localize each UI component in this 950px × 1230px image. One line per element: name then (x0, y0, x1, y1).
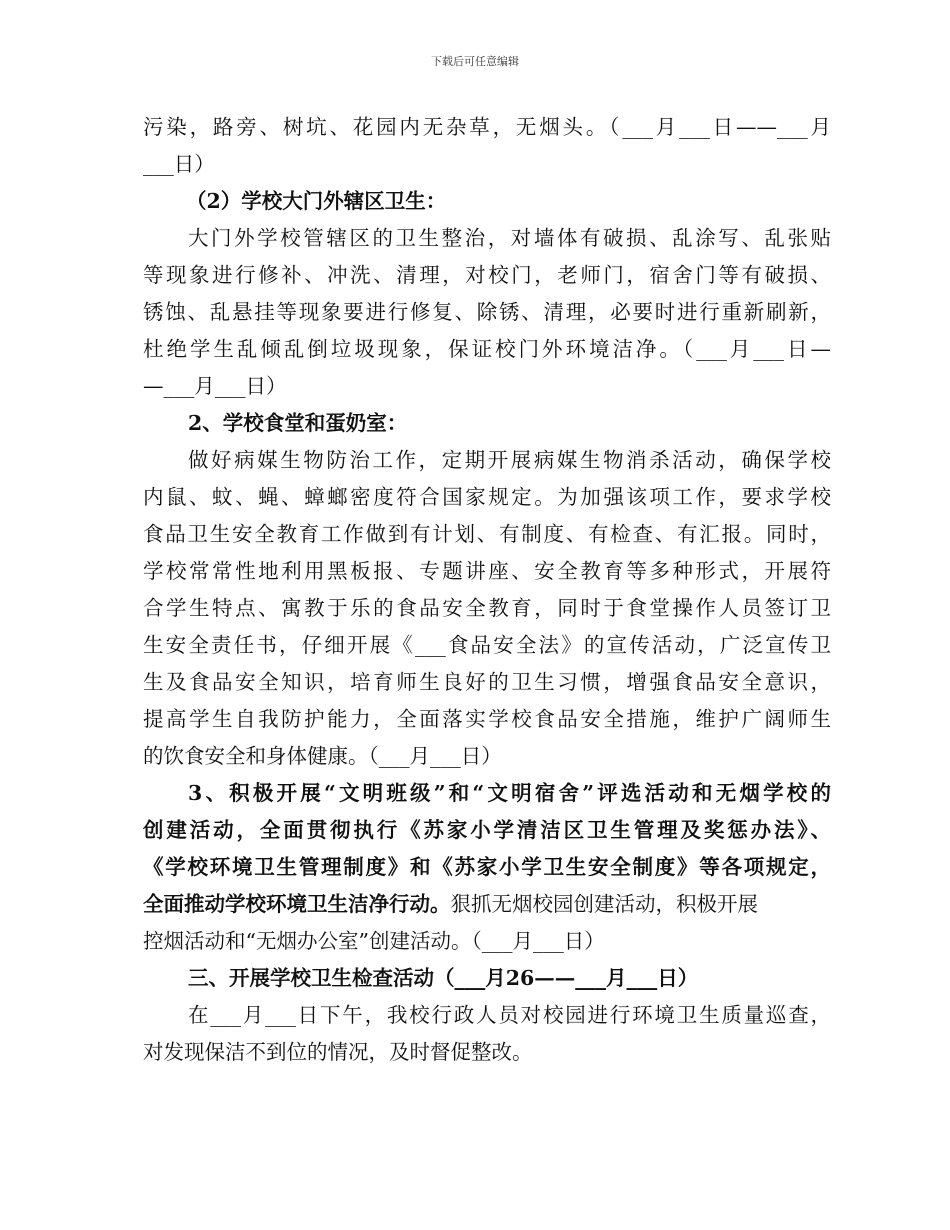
bold-paragraph-line: 3、积极开展“文明班级”和“文明宿舍”评选活动和无烟学校的 (188, 781, 831, 805)
text-line: 杜绝学生乱倾乱倒垃圾现象，保证校门外环境洁净。（___月___日— (143, 337, 831, 361)
text-line: 控烟活动和“无烟办公室”创建活动。（___月___日） (143, 929, 605, 953)
mixed-line (143, 886, 831, 923)
text-line: 提高学生自我防护能力，全面落实学校食品安全措施，维护广阔师生 (143, 707, 831, 731)
paragraph-first-line: 大门外学校管辖区的卫生整治，对墙体有破损、乱涂写、乱张贴 (188, 226, 831, 250)
download-note: 下载后可任意编辑 (431, 55, 519, 68)
text-line: 对发现保洁不到位的情况，及时督促整改。 (143, 1040, 533, 1064)
text-line: 合学生特点、寓教于乐的食品安全教育，同时于食堂操作人员签订卫 (143, 596, 831, 620)
text-line: 生及食品安全知识，培育师生良好的卫生习惯，增强食品安全意识， (143, 670, 831, 694)
text-line: 污染，路旁、树坑、花园内无杂草，无烟头。（___月___日——___月 (143, 115, 831, 139)
normal-run: 狠抓无烟校园创建活动，积极开展 (450, 892, 758, 916)
text-line: 学校常常性地利用黑板报、专题讲座、安全教育等多种形式，开展符 (143, 559, 831, 583)
bold-run: 全面推动学校环境卫生洁净行动。 (143, 892, 451, 916)
paragraph-first-line: 做好病媒生物防治工作，定期开展病媒生物消杀活动，确保学校 (188, 448, 831, 472)
paragraph-first-line: 在___月___日下午，我校行政人员对校园进行环境卫生质量巡查， (188, 1003, 831, 1027)
text-line: 内鼠、蚊、蝇、蟑螂密度符合国家规定。为加强该项工作，要求学校 (143, 485, 831, 509)
bold-paragraph-line: 《学校环境卫生管理制度》和《苏家小学卫生安全制度》等各项规定， (143, 855, 831, 879)
text-line: 锈蚀、乱悬挂等现象要进行修复、除锈、清理，必要时进行重新刷新， (143, 300, 831, 324)
subsection-heading: （2）学校大门外辖区卫生： (186, 189, 447, 213)
text-line: 等现象进行修补、冲洗、清理，对校门，老师门，宿舍门等有破损、 (143, 263, 831, 287)
document-body (143, 109, 831, 1071)
text-line: ___日） (143, 152, 215, 176)
text-line: —___月___日） (143, 374, 287, 398)
section-heading: 2、学校食堂和蛋奶室： (188, 411, 408, 435)
section-heading: 三、开展学校卫生检查活动（___月26——___月___日） (188, 966, 699, 990)
text-line: 生安全责任书，仔细开展《___食品安全法》的宣传活动，广泛宣传卫 (143, 633, 831, 657)
text-line: 的饮食安全和身体健康。（___月___日） (143, 744, 502, 768)
text-line: 食品卫生安全教育工作做到有计划、有制度、有检查、有汇报。同时， (143, 522, 831, 546)
bold-paragraph-line: 创建活动，全面贯彻执行《苏家小学清洁区卫生管理及奖惩办法》、 (143, 818, 831, 842)
